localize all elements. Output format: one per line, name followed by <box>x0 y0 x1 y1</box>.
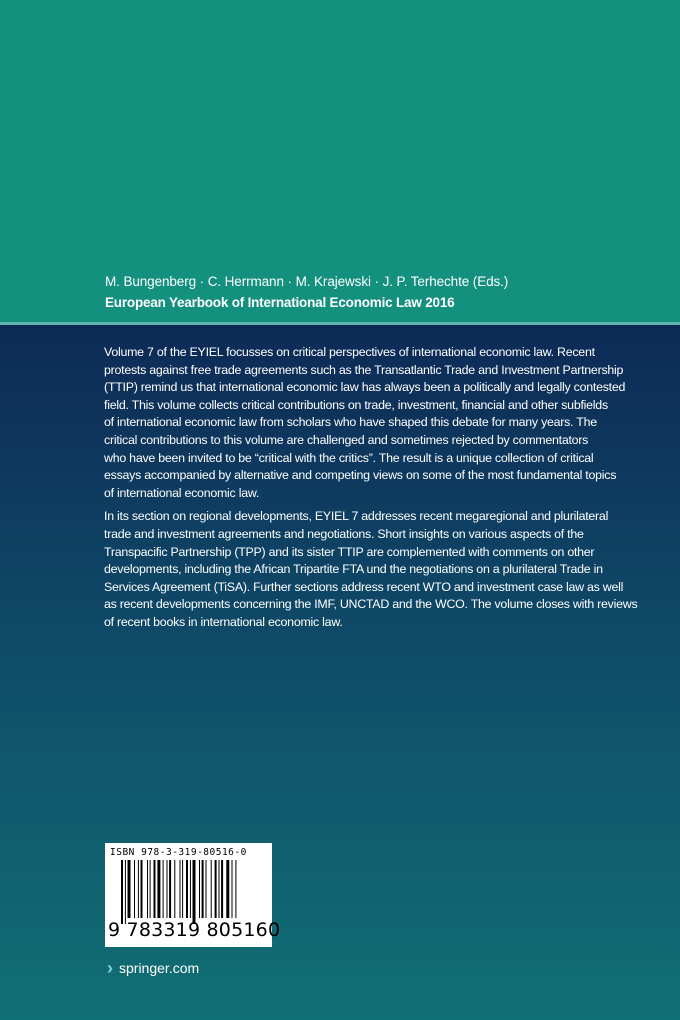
blurb-paragraph-2 <box>104 508 638 631</box>
blurb-line: Services Agreement (TiSA). Further sections address recent WTO and investment case law as well <box>104 579 624 594</box>
blurb-paragraph-1 <box>104 344 624 502</box>
barcode-bar <box>235 860 236 918</box>
barcode-bar <box>167 860 168 918</box>
blurb-line: trade and investment agreements and negotiations. Short insights on various aspects of the <box>104 526 584 541</box>
barcode-bar <box>182 860 183 918</box>
barcode-bar <box>121 860 123 924</box>
barcode-bar <box>190 860 191 918</box>
barcode-bar <box>219 860 220 918</box>
barcode-bar <box>206 860 207 918</box>
barcode-bar <box>134 860 135 918</box>
website-label: springer.com <box>119 960 200 976</box>
barcode-bar <box>232 860 233 918</box>
barcode-bar <box>186 860 188 918</box>
blurb-line: of international economic law. <box>104 485 260 500</box>
blurb-line: In its section on regional developments, EYIEL 7 addresses recent megaregional and plurilateral <box>104 509 609 524</box>
barcode-bar <box>141 860 143 918</box>
barcode-bar <box>147 860 148 918</box>
barcode-bar <box>211 860 212 918</box>
blurb-line: of international economic law from scholars who have shaped this debate for many years. The <box>104 415 597 430</box>
barcode-bar <box>180 860 181 918</box>
blurb-line: (TTIP) remind us that international economic law has always been a politically and legally contested <box>104 380 626 395</box>
barcode-bar <box>215 860 217 918</box>
barcode-bar <box>199 860 200 918</box>
blurb-line: developments, including the African Tripartite FTA und the negotiations on a plurilateral Trade in <box>104 562 603 577</box>
blurb-line: Volume 7 of the EYIEL focusses on critical perspectives of international economic law. Recent <box>104 345 595 359</box>
chevron-right-icon: › <box>107 958 113 978</box>
blurb-line: Transpacific Partnership (TPP) and its sister TTIP are complemented with comments on other <box>104 544 595 559</box>
barcode-bar <box>202 860 204 918</box>
isbn-barcode <box>105 843 281 947</box>
editors: M. Bungenberg · C. Herrmann · M. Krajewski · J. P. Terhechte (Eds.) <box>105 274 509 289</box>
barcode-bar <box>138 860 139 918</box>
blurb <box>104 344 638 638</box>
barcode-bar <box>169 860 171 918</box>
isbn-label: ISBN 978-3-319-80516-0 <box>110 847 247 858</box>
blurb-line: essays accompanied by alternative and competing views on some of the most fundamental topics <box>104 468 617 483</box>
blurb-line: field. This volume collects critical contributions on trade, investment, financial and other subfields <box>104 397 608 412</box>
blurb-line: who have been invited to be “critical with the critics”. The result is a unique collection of critical <box>104 450 594 465</box>
blurb-line: as recent developments concerning the IMF, UNCTAD and the WCO. The volume closes with reviews <box>104 597 638 612</box>
barcode-bars <box>121 860 269 924</box>
barcode-bar <box>226 860 229 918</box>
barcode-bar <box>174 860 175 918</box>
barcode-bar <box>154 860 156 918</box>
barcode-bar <box>193 860 196 924</box>
blurb-line: protests against free trade agreements such as the Transatlantic Trade and Investment Partnership <box>104 362 624 377</box>
publisher-link[interactable] <box>107 960 199 976</box>
barcode-bar <box>128 860 131 918</box>
blurb-line: of recent books in international economic law. <box>104 614 343 629</box>
book-title: European Yearbook of International Economic Law 2016 <box>105 295 455 310</box>
barcode-digits: 9 783319 805160 <box>108 919 281 941</box>
barcode-bar <box>157 860 160 918</box>
barcode-bar <box>163 860 164 918</box>
barcode-bar <box>221 860 223 918</box>
barcode-bar <box>150 860 151 918</box>
barcode-bar <box>125 860 126 924</box>
blurb-line: critical contributions to this volume are challenged and sometimes rejected by commentators <box>104 432 589 447</box>
